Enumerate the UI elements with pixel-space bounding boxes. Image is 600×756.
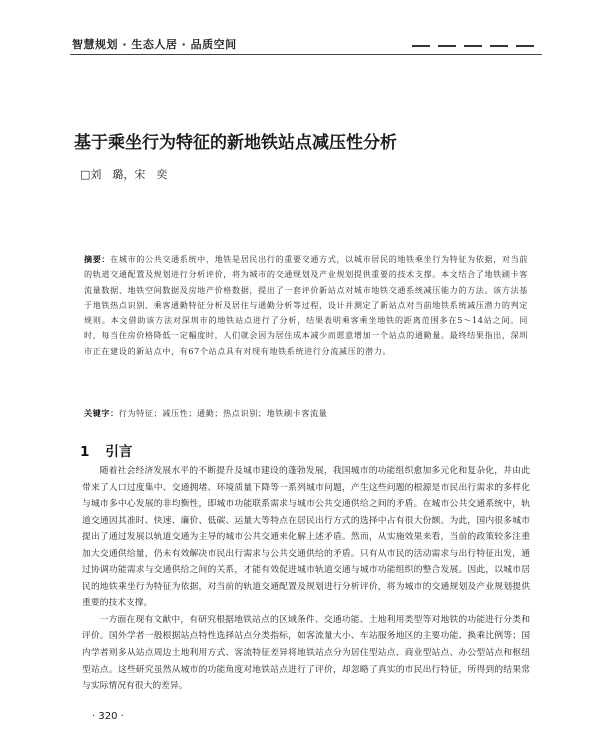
article-authors: □刘 璐，宋 奕: [80, 168, 168, 181]
section-title: 引言: [105, 444, 133, 460]
section-heading: [80, 440, 132, 460]
keywords-text: 行为特征；减压性；通勤；热点识别；地铁刷卡客流量: [118, 408, 328, 418]
keywords-label: 关键字：: [84, 408, 119, 418]
paragraph: 随着社会经济发展水平的不断提升及城市建设的蓬勃发展，我国城市的功能组织愈加多元化和复杂化，并由此带来了人口过度集中、交通拥堵、环境质量下降等一系列城市问题，产生这些问题的根源是市民出行需求的多样化与城市多中心发展的非均衡性，即城市功能联系需求与城市公共交通供给之间的矛盾。在城市公共交通系统中，轨道交通因其准时、快速、廉价、低碳、运量大等特点在居民出行方式的选择中占有很大份额。为此，国内很多城市提出了通过发展以轨道交通为主导的城市公共交通来化解上述矛盾。然而，从实施效果来看，当前的政策较多注重加大交通供给量，仍未有效解决市民出行需求与公共交通供给的矛盾。只有从市民的活动需求与出行特征出发，通过协调功能需求与交通供给之间的关系，才能有效促进城市轨道交通与城市功能组织的整合发展。因此，以城市居民的地铁乘坐行为特征为依据，对当前的轨道交通配置及规划进行分析评价，将为城市的交通规划及产业规划提供重要的技术支撑。: [82, 466, 530, 609]
section-number: 1: [80, 444, 90, 460]
article-title: 基于乘坐行为特征的新地铁站点减压性分析: [74, 133, 397, 153]
running-header: [72, 36, 540, 52]
page-number: · 320 ·: [92, 711, 124, 722]
abstract: [84, 252, 528, 359]
body-text: [82, 463, 530, 695]
abstract-text: 在城市的公共交通系统中，地铁是居民出行的重要交通方式，以城市居民的地铁乘坐行为特征为依据，对当前的轨道交通配置及规划进行分析评价，将为城市的交通规划及产业规划提供重要的技术支撑。本文结合了地铁刷卡客流量数据、地铁空间数据及房地产价格数据，提出了一套评价新站点对城市地铁交通系统减压能力的方法。该方法基于地铁热点识别、乘客通勤特征分析及居住与通勤分析等过程，设计并测定了新站点对当前地铁系统减压潜力的判定规则。本文借助该方法对深圳市的地铁站点进行了分析，结果表明乘客乘坐地铁的距离范围多在5～14站之间。同时，每当住房价格降低一定幅度时，人们就会因为居住成本减少而愿意增加一个站点的通勤量。最终结果指出，深圳市正在建设的新站点中，有67个站点具有对现有地铁系统进行分流减压的潜力。: [84, 254, 528, 356]
header-rule: [70, 54, 542, 55]
paragraph: 一方面在现有文献中，有研究根据地铁站点的区域条件、交通功能、土地利用类型等对地铁的功能进行分类和评价。国外学者一般根据站点特性选择站点分类指标，如客流量大小、车站服务地区的主要功能、换乘比例等；国内学者则多从站点周边土地利用方式、客流特征差异将地铁站点分为居住型站点、商业型站点、办公型站点和枢纽型站点。这些研究虽然从城市的功能角度对地铁站点进行了评价，却忽略了真实的市民出行特征，所得到的结果常与实际情况有很大的差异。: [82, 614, 530, 692]
journal-tagline: 智慧规划 · 生态人居 · 品质空间: [72, 38, 237, 51]
keywords: [84, 406, 528, 421]
header-dash-rule: [412, 45, 540, 47]
abstract-label: 摘要：: [84, 254, 111, 264]
